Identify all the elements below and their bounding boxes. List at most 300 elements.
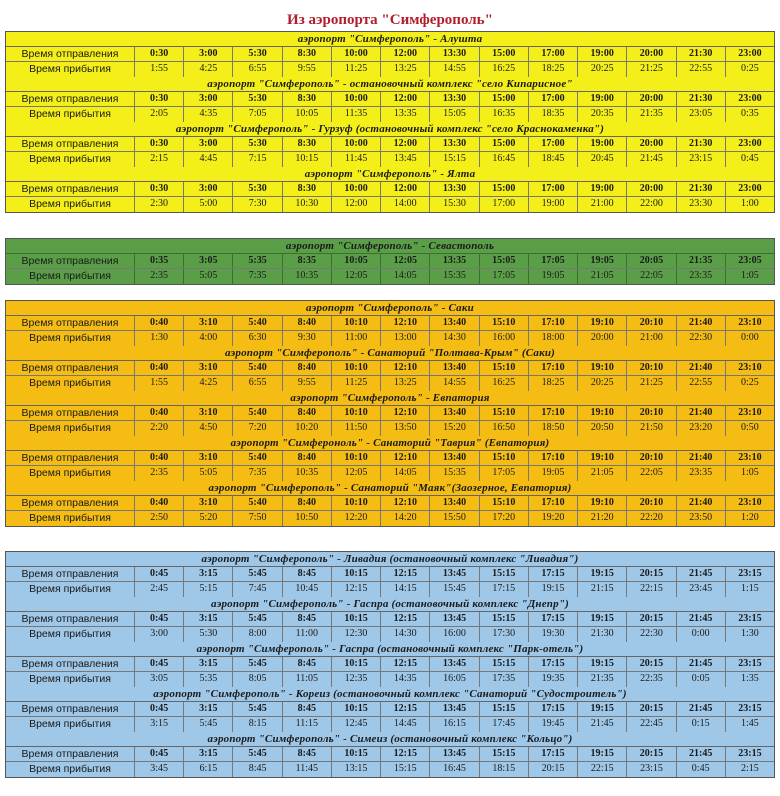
arrival-row-label: Время прибытия <box>29 628 111 640</box>
time-cell: 17:15 <box>528 567 577 581</box>
departure-row-label: Время отправления <box>21 497 119 509</box>
time-cell: 23:10 <box>725 451 774 465</box>
departure-row <box>6 567 774 582</box>
time-cell: 19:15 <box>577 567 626 581</box>
time-cell: 13:30 <box>429 182 478 196</box>
time-cell: 13:45 <box>429 702 478 716</box>
time-cell: 18:15 <box>479 762 528 777</box>
time-cell: 11:05 <box>282 672 331 687</box>
time-cell: 21:05 <box>577 269 626 284</box>
time-cell: 8:35 <box>282 254 331 268</box>
time-cell: 17:15 <box>528 747 577 761</box>
time-cell: 13:40 <box>429 406 478 420</box>
time-cell: 11:35 <box>331 107 380 122</box>
time-cell: 10:00 <box>331 92 380 106</box>
time-cell: 7:50 <box>232 511 281 526</box>
time-cell: 2:45 <box>134 582 183 597</box>
time-cell: 21:05 <box>577 466 626 481</box>
time-cell: 0:25 <box>725 62 774 77</box>
departure-row <box>6 612 774 627</box>
arrival-row <box>6 376 774 391</box>
departure-row-label: Время отправления <box>21 703 119 715</box>
route-block <box>6 122 774 167</box>
time-cell: 21:50 <box>626 421 675 436</box>
time-cell: 1:05 <box>725 269 774 284</box>
time-cell: 3:15 <box>183 612 232 626</box>
time-cell: 12:00 <box>380 182 429 196</box>
time-cell: 17:30 <box>479 627 528 642</box>
time-cell: 19:00 <box>528 197 577 212</box>
time-cell: 0:40 <box>134 316 183 330</box>
time-cell: 10:00 <box>331 137 380 151</box>
time-cell: 22:05 <box>626 269 675 284</box>
time-cell: 17:00 <box>528 47 577 61</box>
time-cell: 10:45 <box>282 582 331 597</box>
time-cell: 21:30 <box>676 92 725 106</box>
time-cell: 23:50 <box>676 511 725 526</box>
route-block <box>6 481 774 526</box>
time-cell: 20:15 <box>626 747 675 761</box>
time-cell: 3:10 <box>183 496 232 510</box>
time-cell: 12:15 <box>380 747 429 761</box>
time-cell: 3:00 <box>134 627 183 642</box>
arrival-row-label: Время прибытия <box>29 422 111 434</box>
route-block <box>6 436 774 481</box>
route-block <box>6 687 774 732</box>
time-cell: 17:20 <box>479 511 528 526</box>
time-cell: 23:35 <box>676 466 725 481</box>
arrival-row <box>6 62 774 77</box>
time-cell: 17:00 <box>528 182 577 196</box>
time-cell: 21:45 <box>577 717 626 732</box>
time-cell: 21:45 <box>626 152 675 167</box>
time-cell: 0:25 <box>725 376 774 391</box>
route-title: аэропорт "Симферополь" - остановочный комплекс "село Кипарисное" <box>6 77 774 92</box>
time-cell: 6:30 <box>232 331 281 346</box>
time-cell: 19:20 <box>528 511 577 526</box>
time-cell: 21:25 <box>626 62 675 77</box>
time-cell: 22:30 <box>676 331 725 346</box>
time-cell: 3:05 <box>183 254 232 268</box>
time-cell: 22:35 <box>626 672 675 687</box>
time-cell: 11:45 <box>282 762 331 777</box>
time-cell: 8:45 <box>282 567 331 581</box>
time-cell: 2:15 <box>134 152 183 167</box>
time-cell: 0:45 <box>676 762 725 777</box>
time-cell: 1:30 <box>725 627 774 642</box>
time-cell: 20:10 <box>626 451 675 465</box>
time-cell: 17:15 <box>479 582 528 597</box>
time-cell: 12:30 <box>331 627 380 642</box>
time-cell: 11:15 <box>282 717 331 732</box>
time-cell: 10:35 <box>282 466 331 481</box>
time-cell: 22:20 <box>626 511 675 526</box>
time-cell: 5:20 <box>183 511 232 526</box>
time-cell: 8:45 <box>282 702 331 716</box>
time-cell: 0:45 <box>134 747 183 761</box>
time-cell: 0:45 <box>134 612 183 626</box>
departure-row <box>6 182 774 197</box>
time-cell: 10:10 <box>331 496 380 510</box>
time-cell: 19:10 <box>577 361 626 375</box>
time-cell: 19:15 <box>577 612 626 626</box>
time-cell: 18:45 <box>528 152 577 167</box>
time-cell: 19:15 <box>577 747 626 761</box>
time-cell: 13:45 <box>380 152 429 167</box>
time-cell: 0:45 <box>134 702 183 716</box>
time-cell: 15:15 <box>479 657 528 671</box>
time-cell: 6:55 <box>232 62 281 77</box>
time-cell: 19:15 <box>577 657 626 671</box>
time-cell: 1:30 <box>134 331 183 346</box>
time-cell: 13:45 <box>429 657 478 671</box>
route-group <box>5 300 775 527</box>
time-cell: 10:10 <box>331 361 380 375</box>
time-cell: 21:40 <box>676 406 725 420</box>
time-cell: 8:00 <box>232 627 281 642</box>
route-block <box>6 552 774 597</box>
time-cell: 22:15 <box>626 582 675 597</box>
route-title: аэропорт "Симферополь" - Гурзуф (остановочный комплекс "село Краснокаменка") <box>6 122 774 137</box>
arrival-row <box>6 269 774 284</box>
time-cell: 23:15 <box>725 747 774 761</box>
time-cell: 15:20 <box>429 421 478 436</box>
time-cell: 5:45 <box>183 717 232 732</box>
time-cell: 10:35 <box>282 269 331 284</box>
time-cell: 23:10 <box>725 361 774 375</box>
time-cell: 4:50 <box>183 421 232 436</box>
time-cell: 16:50 <box>479 421 528 436</box>
departure-row-label: Время отправления <box>21 317 119 329</box>
time-cell: 16:25 <box>479 376 528 391</box>
time-cell: 6:55 <box>232 376 281 391</box>
arrival-row-label: Время прибытия <box>29 332 111 344</box>
time-cell: 10:15 <box>331 702 380 716</box>
arrival-row <box>6 762 774 777</box>
time-cell: 19:15 <box>577 702 626 716</box>
departure-row <box>6 137 774 152</box>
arrival-row-label: Время прибытия <box>29 63 111 75</box>
time-cell: 16:35 <box>479 107 528 122</box>
time-cell: 10:50 <box>282 511 331 526</box>
time-cell: 20:10 <box>626 496 675 510</box>
time-cell: 23:00 <box>725 182 774 196</box>
route-group <box>5 238 775 285</box>
arrival-row <box>6 582 774 597</box>
time-cell: 8:40 <box>282 496 331 510</box>
time-cell: 5:30 <box>232 182 281 196</box>
time-cell: 13:30 <box>429 137 478 151</box>
time-cell: 10:00 <box>331 47 380 61</box>
time-cell: 23:15 <box>626 762 675 777</box>
time-cell: 0:15 <box>676 717 725 732</box>
time-cell: 17:15 <box>528 657 577 671</box>
arrival-row-label: Время прибытия <box>29 270 111 282</box>
time-cell: 10:10 <box>331 451 380 465</box>
time-cell: 1:55 <box>134 62 183 77</box>
time-cell: 17:15 <box>528 702 577 716</box>
time-cell: 7:35 <box>232 269 281 284</box>
time-cell: 8:40 <box>282 316 331 330</box>
time-cell: 3:00 <box>183 47 232 61</box>
page-title: Из аэропорта "Симферополь" <box>287 12 493 28</box>
departure-row <box>6 254 774 269</box>
time-cell: 15:10 <box>479 361 528 375</box>
time-cell: 23:10 <box>725 406 774 420</box>
route-title: аэропорт "Симферополь" - Севастополь <box>6 239 774 254</box>
time-cell: 15:30 <box>429 197 478 212</box>
time-cell: 13:50 <box>380 421 429 436</box>
time-cell: 20:35 <box>577 107 626 122</box>
departure-row <box>6 747 774 762</box>
time-cell: 18:35 <box>528 107 577 122</box>
time-cell: 14:35 <box>380 672 429 687</box>
time-cell: 1:35 <box>725 672 774 687</box>
time-cell: 17:00 <box>528 137 577 151</box>
route-title: аэропорт "Симферополь" - Ялта <box>6 167 774 182</box>
time-cell: 16:15 <box>429 717 478 732</box>
time-cell: 11:00 <box>331 331 380 346</box>
departure-row-label: Время отправления <box>21 183 119 195</box>
time-cell: 11:00 <box>282 627 331 642</box>
time-cell: 5:35 <box>183 672 232 687</box>
time-cell: 20:15 <box>626 702 675 716</box>
time-cell: 20:00 <box>577 331 626 346</box>
time-cell: 5:30 <box>232 137 281 151</box>
time-cell: 19:00 <box>577 182 626 196</box>
departure-row <box>6 92 774 107</box>
time-cell: 5:40 <box>232 316 281 330</box>
time-cell: 5:00 <box>183 197 232 212</box>
time-cell: 23:30 <box>676 197 725 212</box>
time-cell: 21:30 <box>676 47 725 61</box>
time-cell: 17:00 <box>528 92 577 106</box>
time-cell: 14:00 <box>380 197 429 212</box>
route-block <box>6 391 774 436</box>
arrival-row-label: Время прибытия <box>29 153 111 165</box>
time-cell: 20:15 <box>626 657 675 671</box>
time-cell: 22:30 <box>626 627 675 642</box>
time-cell: 15:15 <box>479 612 528 626</box>
time-cell: 15:10 <box>479 496 528 510</box>
time-cell: 14:15 <box>380 582 429 597</box>
arrival-row <box>6 717 774 732</box>
departure-row <box>6 316 774 331</box>
time-cell: 5:35 <box>232 254 281 268</box>
time-cell: 17:10 <box>528 451 577 465</box>
time-cell: 7:35 <box>232 466 281 481</box>
time-cell: 3:00 <box>183 92 232 106</box>
time-cell: 23:45 <box>676 582 725 597</box>
time-cell: 12:45 <box>331 717 380 732</box>
time-cell: 19:15 <box>528 582 577 597</box>
arrival-row <box>6 466 774 481</box>
time-cell: 3:15 <box>183 702 232 716</box>
time-cell: 20:15 <box>528 762 577 777</box>
time-cell: 12:10 <box>380 316 429 330</box>
time-cell: 13:25 <box>380 376 429 391</box>
time-cell: 21:40 <box>676 496 725 510</box>
time-cell: 19:05 <box>528 269 577 284</box>
time-cell: 20:15 <box>626 567 675 581</box>
route-block <box>6 32 774 77</box>
time-cell: 7:05 <box>232 107 281 122</box>
time-cell: 20:25 <box>577 376 626 391</box>
time-cell: 14:55 <box>429 376 478 391</box>
time-cell: 16:05 <box>429 672 478 687</box>
time-cell: 22:15 <box>577 762 626 777</box>
time-cell: 15:00 <box>479 47 528 61</box>
time-cell: 20:00 <box>626 92 675 106</box>
time-cell: 5:30 <box>232 92 281 106</box>
time-cell: 14:05 <box>380 466 429 481</box>
departure-row <box>6 451 774 466</box>
route-block <box>6 597 774 642</box>
time-cell: 6:15 <box>183 762 232 777</box>
time-cell: 10:15 <box>331 657 380 671</box>
time-cell: 13:40 <box>429 361 478 375</box>
time-cell: 21:00 <box>577 197 626 212</box>
time-cell: 0:40 <box>134 451 183 465</box>
time-cell: 16:00 <box>429 627 478 642</box>
time-cell: 18:25 <box>528 376 577 391</box>
arrival-row-label: Время прибытия <box>29 763 111 775</box>
arrival-row-label: Время прибытия <box>29 512 111 524</box>
time-cell: 0:35 <box>725 107 774 122</box>
time-cell: 4:35 <box>183 107 232 122</box>
time-cell: 11:50 <box>331 421 380 436</box>
time-cell: 13:35 <box>380 107 429 122</box>
time-cell: 15:10 <box>479 316 528 330</box>
time-cell: 10:15 <box>331 567 380 581</box>
time-cell: 8:30 <box>282 92 331 106</box>
time-cell: 8:45 <box>282 657 331 671</box>
time-cell: 13:35 <box>429 254 478 268</box>
time-cell: 13:00 <box>380 331 429 346</box>
time-cell: 13:45 <box>429 747 478 761</box>
time-cell: 5:15 <box>183 582 232 597</box>
time-cell: 17:35 <box>479 672 528 687</box>
time-cell: 5:45 <box>232 747 281 761</box>
time-cell: 21:25 <box>626 376 675 391</box>
time-cell: 12:10 <box>380 496 429 510</box>
time-cell: 1:55 <box>134 376 183 391</box>
time-cell: 15:35 <box>429 466 478 481</box>
route-group <box>5 551 775 778</box>
time-cell: 8:45 <box>232 762 281 777</box>
time-cell: 5:45 <box>232 567 281 581</box>
time-cell: 0:40 <box>134 496 183 510</box>
departure-row <box>6 406 774 421</box>
departure-row-label: Время отправления <box>21 748 119 760</box>
time-cell: 23:00 <box>725 92 774 106</box>
time-cell: 23:05 <box>676 107 725 122</box>
time-cell: 20:50 <box>577 421 626 436</box>
time-cell: 1:05 <box>725 466 774 481</box>
time-cell: 12:05 <box>331 466 380 481</box>
time-cell: 2:35 <box>134 269 183 284</box>
time-cell: 8:05 <box>232 672 281 687</box>
time-cell: 3:10 <box>183 406 232 420</box>
time-cell: 14:30 <box>429 331 478 346</box>
time-cell: 17:15 <box>528 612 577 626</box>
route-title: аэропорт "Симферополь" - Евпатория <box>6 391 774 406</box>
time-cell: 15:15 <box>429 152 478 167</box>
time-cell: 19:10 <box>577 496 626 510</box>
time-cell: 21:00 <box>626 331 675 346</box>
departure-row-label: Время отправления <box>21 568 119 580</box>
time-cell: 21:30 <box>676 182 725 196</box>
time-cell: 23:15 <box>725 657 774 671</box>
time-cell: 23:15 <box>725 702 774 716</box>
time-cell: 5:45 <box>232 657 281 671</box>
time-cell: 17:05 <box>528 254 577 268</box>
time-cell: 5:30 <box>232 47 281 61</box>
time-cell: 23:35 <box>676 269 725 284</box>
time-cell: 17:45 <box>479 717 528 732</box>
time-cell: 5:40 <box>232 361 281 375</box>
time-cell: 10:15 <box>331 612 380 626</box>
time-cell: 8:40 <box>282 361 331 375</box>
time-cell: 8:45 <box>282 747 331 761</box>
time-cell: 3:15 <box>183 657 232 671</box>
time-cell: 12:10 <box>380 406 429 420</box>
time-cell: 1:00 <box>725 197 774 212</box>
departure-row <box>6 702 774 717</box>
arrival-row <box>6 107 774 122</box>
arrival-row <box>6 421 774 436</box>
route-title: аэропорт "Симферополь" - Симеиз (остановочный комплекс "Кольцо") <box>6 732 774 747</box>
time-cell: 20:00 <box>626 137 675 151</box>
time-cell: 13:30 <box>429 47 478 61</box>
time-cell: 21:45 <box>676 612 725 626</box>
time-cell: 16:00 <box>479 331 528 346</box>
time-cell: 19:00 <box>577 47 626 61</box>
time-cell: 7:15 <box>232 152 281 167</box>
time-cell: 11:25 <box>331 376 380 391</box>
arrival-row <box>6 197 774 212</box>
route-block <box>6 732 774 777</box>
time-cell: 0:45 <box>134 567 183 581</box>
route-block <box>6 346 774 391</box>
time-cell: 15:15 <box>380 762 429 777</box>
time-cell: 19:10 <box>577 451 626 465</box>
time-cell: 20:10 <box>626 406 675 420</box>
time-cell: 22:00 <box>626 197 675 212</box>
time-cell: 9:30 <box>282 331 331 346</box>
route-block <box>6 301 774 346</box>
time-cell: 8:30 <box>282 137 331 151</box>
time-cell: 15:05 <box>429 107 478 122</box>
time-cell: 10:00 <box>331 182 380 196</box>
time-cell: 19:05 <box>528 466 577 481</box>
time-cell: 19:30 <box>528 627 577 642</box>
time-cell: 13:40 <box>429 316 478 330</box>
time-cell: 21:35 <box>626 107 675 122</box>
time-cell: 20:00 <box>626 47 675 61</box>
time-cell: 8:40 <box>282 451 331 465</box>
route-title: аэропорт "Симферополь" - Гаспра (остановочный комплекс "Днепр") <box>6 597 774 612</box>
time-cell: 13:30 <box>429 92 478 106</box>
time-cell: 20:10 <box>626 361 675 375</box>
departure-row-label: Время отправления <box>21 613 119 625</box>
time-cell: 2:35 <box>134 466 183 481</box>
time-cell: 18:00 <box>528 331 577 346</box>
time-cell: 5:05 <box>183 269 232 284</box>
time-cell: 14:55 <box>429 62 478 77</box>
time-cell: 14:30 <box>380 627 429 642</box>
route-block <box>6 167 774 212</box>
